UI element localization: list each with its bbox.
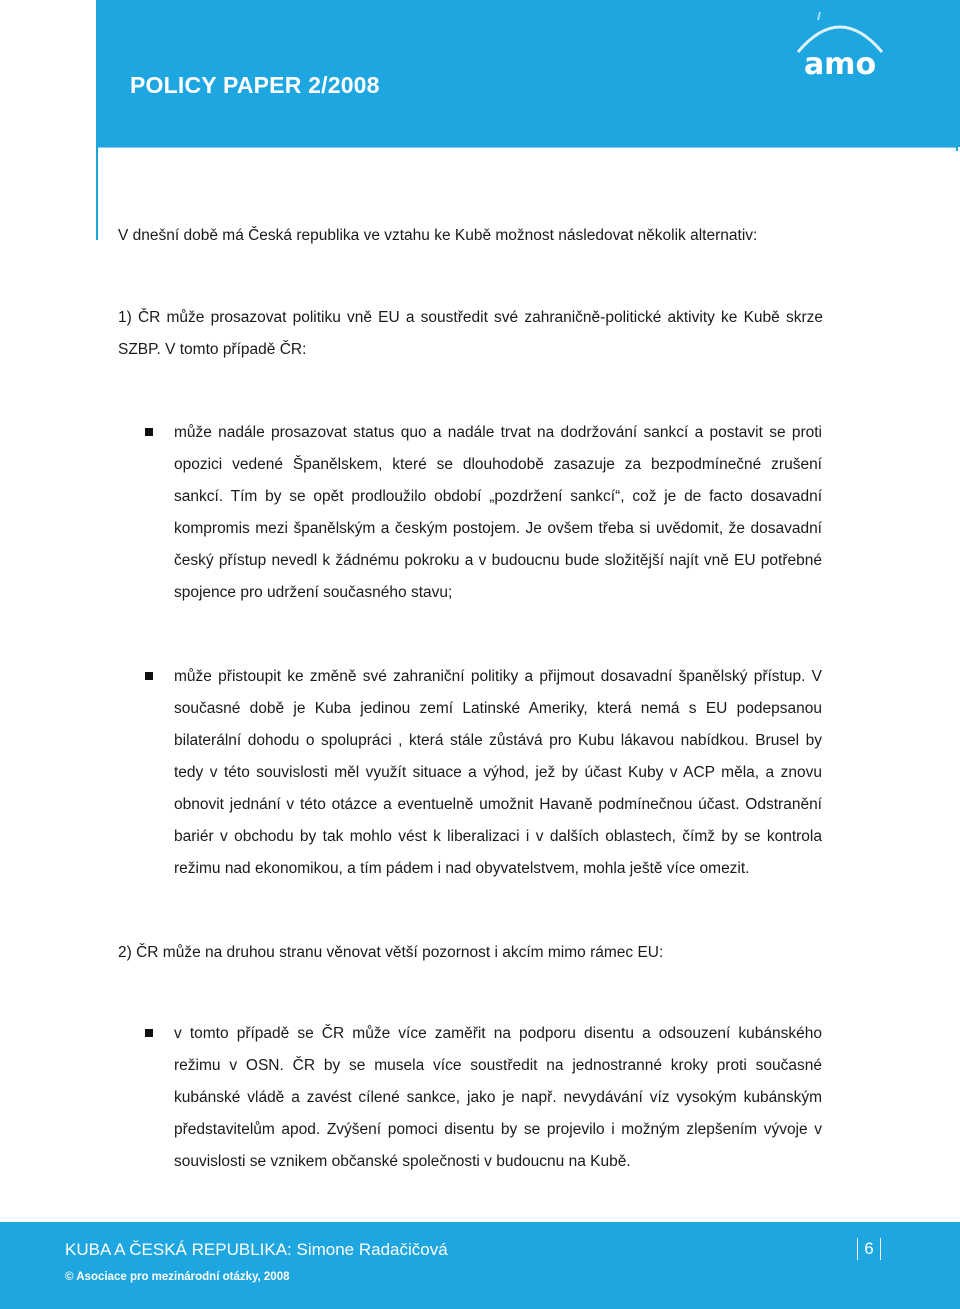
option-1-bullet-2: může přistoupit ke změně své zahraniční politiky a přijmout dosavadní španělský přístup. V současné době je Kuba jedinou zemí Latinské Ameriky, která nemá s EU podepsanou bilaterální dohodu o spolupráci , která stále zůstává pro Kubu lákavou nabídkou. Brusel by tedy v této souvislosti měl využít situace a výhod, jež by účast Kuby v ACP měla, a znovu obnovit jednání v této otázce a eventuelně umožnit Havaně podmínečnou účast. Odstranění bariér v obchodu by tak mohlo vést k liberalizaci i v dalších oblastech, čímž by se kontrola režimu nad ekonomikou, a tím pádem i nad obyvatelstvem, mohla ještě více omezit. — [174, 668, 822, 877]
footer-title: KUBA A ČESKÁ REPUBLIKA: Simone Radačičová — [65, 1240, 448, 1259]
option-1-bullet-1: může nadále prosazovat status quo a nadále trvat na dodržování sankcí a postavit se proti opozici vedené Španělskem, které se dlouhodobě zasazuje za bezpodmínečné zrušení sankcí. Tím by se opět prodloužilo období „pozdržení sankcí“, což je de facto dosavadní kompromis mezi španělským a českým postojem. Je ovšem třeba si uvědomit, že dosavadní český přístup nevedl k žádnému pokroku a v budoucnu bude složitější najít vně EU potřebné spojence pro udržení současného stavu; — [174, 424, 822, 601]
header-divider — [96, 147, 956, 148]
option-2-bullet-1: v tomto případě se ČR může více zaměřit na podporu disentu a odsouzení kubánského režimu v OSN. ČR by se musela více soustředit na jednostranné kroky proti současné kubánské vládě a zavést cílené sankce, jako je např. nevydávání víz vysokým kubánským představitelům apod. Zvýšení pomoci disentu by se projevilo i možným zlepšením vývoje v souvislosti se vznikem občanské společnosti v budoucnu na Kubě. — [174, 1025, 822, 1170]
bullet-square-icon — [145, 672, 153, 680]
page-number: 6 — [857, 1238, 881, 1260]
option-2-paragraph: 2) ČR může na druhou stranu věnovat větší pozornost i akcím mimo rámec EU: — [118, 944, 664, 961]
footer-band — [0, 1222, 960, 1309]
bullet-square-icon — [145, 428, 153, 436]
bullet-square-icon — [145, 1029, 153, 1037]
footer-copyright: © Asociace pro mezinárodní otázky, 2008 — [65, 1271, 290, 1283]
amo-logo — [780, 8, 900, 88]
option-1-paragraph: 1) ČR může prosazovat politiku vně EU a soustředit své zahraničně-politické aktivity ke Kubě skrze SZBP. V tomto případě ČR: — [118, 309, 823, 358]
margin-rule-right — [956, 147, 958, 151]
intro-paragraph: V dnešní době má Česká republika ve vztahu ke Kubě možnost následovat několik alternativ: — [118, 227, 758, 244]
margin-rule — [96, 147, 98, 240]
logo-text: amo — [803, 47, 877, 82]
document-series-title: POLICY PAPER 2/2008 — [130, 72, 380, 98]
